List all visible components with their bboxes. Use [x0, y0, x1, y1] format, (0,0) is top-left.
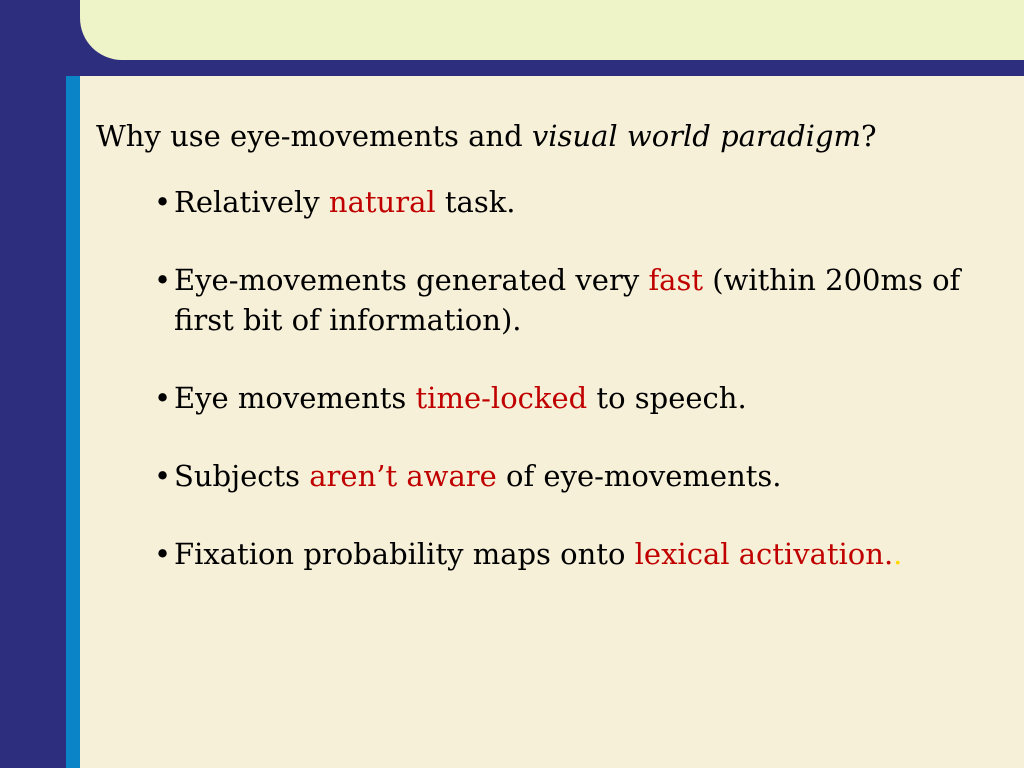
slide-content: [96, 116, 1011, 612]
bullet-highlight: lexical activation: [634, 537, 884, 571]
bullet-text: Fixation probability maps onto: [174, 537, 635, 571]
bullet-marker: •: [154, 459, 172, 493]
heading-suffix: ?: [861, 119, 877, 153]
bullet-trail: .: [893, 537, 903, 571]
bullet-text: Eye movements: [174, 381, 416, 415]
bullet-list: [96, 182, 1011, 574]
heading-emphasis: visual world paradigm: [531, 119, 862, 153]
bullet-item: [96, 378, 1011, 418]
bullet-marker: •: [154, 185, 172, 219]
bullet-item: [96, 260, 1011, 340]
bullet-text-after: task.: [435, 185, 516, 219]
bullet-highlight: fast: [648, 263, 703, 297]
bullet-text: Eye-movements generated very: [174, 263, 649, 297]
accent-strip: [66, 76, 80, 768]
bullet-marker: •: [154, 381, 172, 415]
heading-prefix: Why use eye-movements and: [96, 119, 532, 153]
bullet-highlight: aren’t aware: [309, 459, 497, 493]
bullet-text: Relatively: [174, 185, 329, 219]
bullet-highlight: natural: [328, 185, 436, 219]
bullet-marker: •: [154, 537, 172, 571]
bullet-highlight: time-locked: [415, 381, 588, 415]
bullet-text-after: .: [883, 537, 894, 571]
bullet-item: [96, 182, 1011, 222]
slide-heading: [96, 116, 1011, 156]
bullet-item: [96, 534, 1011, 574]
bullet-item: [96, 456, 1011, 496]
bullet-marker: •: [154, 263, 172, 297]
bullet-text-after: (within 200ms of first bit of information).: [174, 263, 961, 337]
bullet-text-after: to speech.: [587, 381, 747, 415]
bullet-text: Subjects: [174, 459, 310, 493]
header-panel: [80, 0, 1024, 60]
left-frame-bar: [0, 0, 66, 768]
bullet-text-after: of eye-movements.: [496, 459, 782, 493]
